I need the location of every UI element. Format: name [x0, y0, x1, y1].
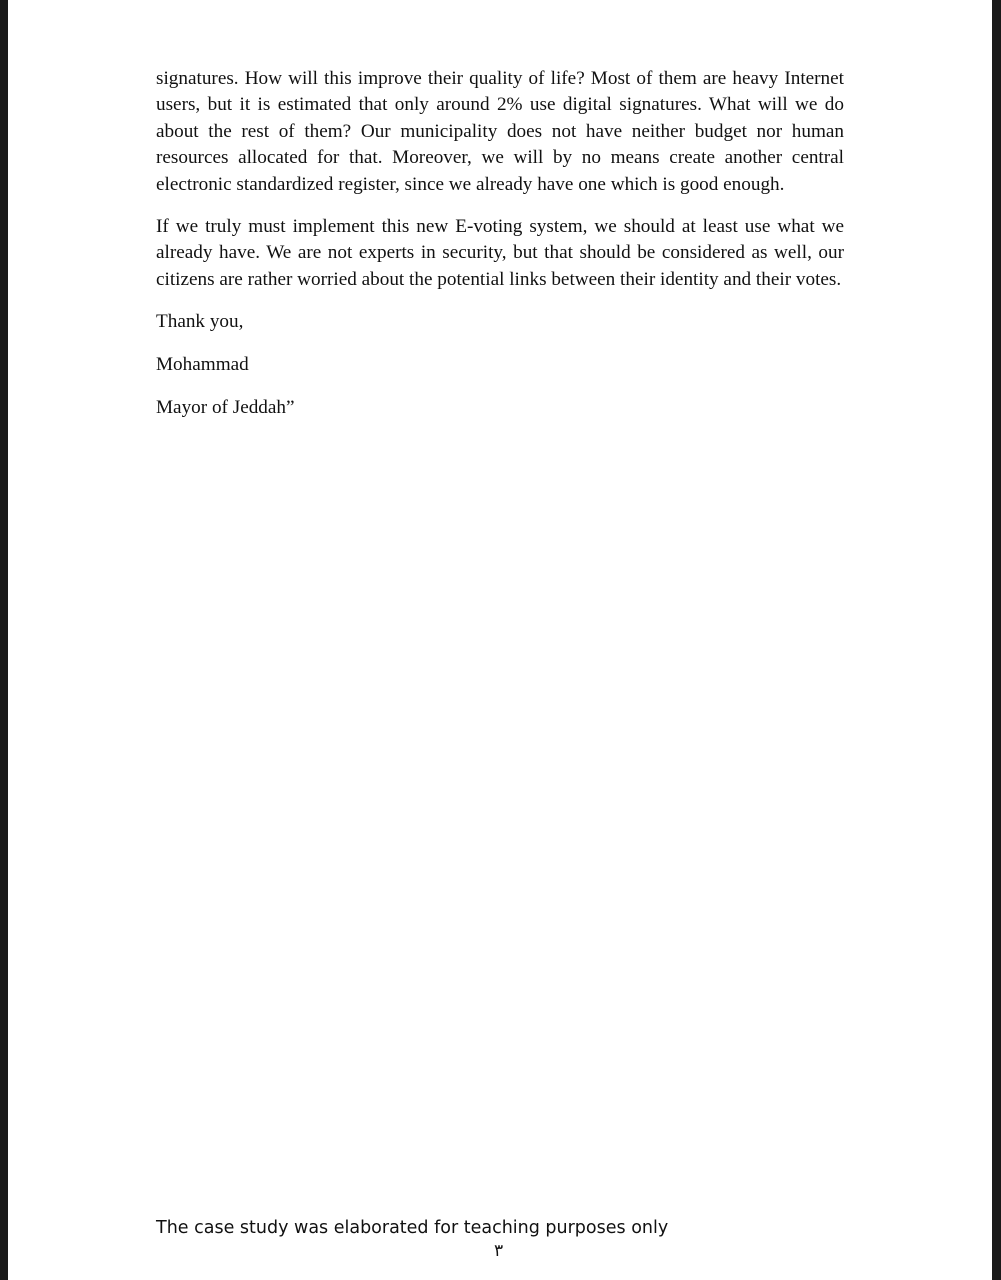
right-border — [992, 0, 1001, 1280]
paragraph-1: signatures. How will this improve their quality of life? Most of them are heavy Internet users, but it is estimated that only around 2% use digital signatures. What will we do about the rest of them? Our municipality does not have neither budget nor human resources allocated for that. Moreover, we will by no means create another central electronic standardized register, since we already have one which is good enough. — [156, 68, 844, 195]
page-number: ٣ — [494, 1241, 504, 1261]
signer-name: Mohammad — [156, 354, 249, 376]
document-page — [8, 0, 992, 1280]
footer-note: The case study was elaborated for teaching purposes only — [156, 1218, 669, 1238]
signer-title: Mayor of Jeddah” — [156, 397, 295, 419]
letter-body — [156, 66, 844, 438]
closing-line: Thank you, — [156, 311, 244, 333]
paragraph-2: If we truly must implement this new E-voting system, we should at least use what we already have. We are not experts in security, but that should be considered as well, our citizens are rather worried about the potential links between their identity and their votes. — [156, 216, 844, 290]
left-border — [0, 0, 8, 1280]
